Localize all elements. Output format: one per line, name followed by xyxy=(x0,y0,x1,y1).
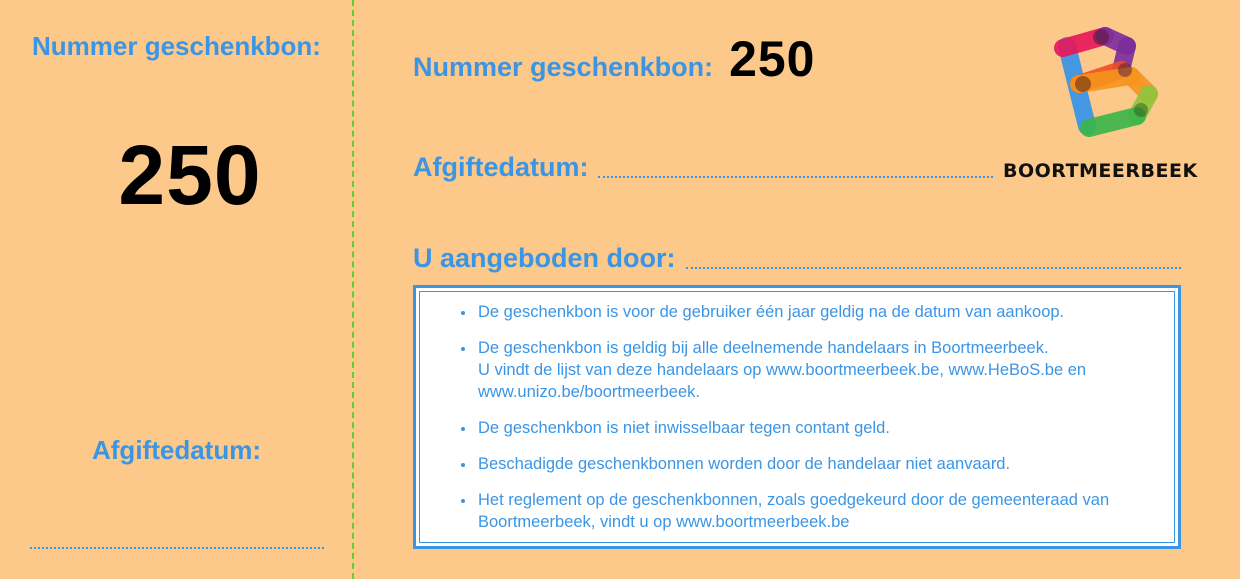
multicolor-b-logo-icon xyxy=(1049,24,1169,142)
rule-item xyxy=(476,301,1154,323)
stub-number-label: Nummer geschenkbon: xyxy=(32,31,321,61)
rule-item xyxy=(476,453,1154,475)
rule-item xyxy=(476,417,1154,439)
issue-date-fill-line[interactable] xyxy=(598,176,993,178)
rule-text: Het reglement op de geschenkbonnen, zoals goedgekeurd door de gemeenteraad van Boortmeerbeek, vindt u op www.boortmeerbeek.be xyxy=(478,491,1110,531)
stub-date-label: Afgiftedatum: xyxy=(92,435,261,465)
rule-text: De geschenkbon is niet inwisselbaar tegen contant geld. xyxy=(478,419,890,437)
rule-item xyxy=(476,489,1154,533)
boortmeerbeek-logo xyxy=(1003,24,1213,184)
logo-wordmark: BOORTMEERBEEK xyxy=(1003,160,1198,182)
offered-by-label: U aangeboden door: xyxy=(413,243,676,273)
rules-box-inner xyxy=(419,291,1175,543)
rule-text: Beschadigde geschenkbonnen worden door de handelaar niet aanvaard. xyxy=(478,455,1011,473)
rules-box xyxy=(413,285,1181,549)
rules-list xyxy=(420,292,1174,533)
voucher-number-row xyxy=(413,30,816,90)
perforation-line xyxy=(352,0,354,579)
rule-text: De geschenkbon is voor de gebruiker één jaar geldig na de datum van aankoop. xyxy=(478,303,1065,321)
stub-date-fill-line[interactable] xyxy=(30,547,324,549)
rule-item xyxy=(476,337,1154,403)
offered-by-row xyxy=(413,243,1181,274)
issue-date-row xyxy=(413,152,993,183)
offered-by-fill-line[interactable] xyxy=(686,267,1182,269)
voucher-number: 250 xyxy=(729,31,816,87)
rule-text: De geschenkbon is geldig bij alle deelnemende handelaars in Boortmeerbeek. U vindt de lijst van deze handelaars op www.boortmeerbeek.be, www.HeBoS.be en www.unizo.be/boortmeerbeek. xyxy=(478,339,1087,401)
stub-voucher-number: 250 xyxy=(118,128,262,222)
voucher-number-label: Nummer geschenkbon: xyxy=(413,52,714,82)
voucher-stub xyxy=(0,0,353,579)
issue-date-label: Afgiftedatum: xyxy=(413,152,589,182)
